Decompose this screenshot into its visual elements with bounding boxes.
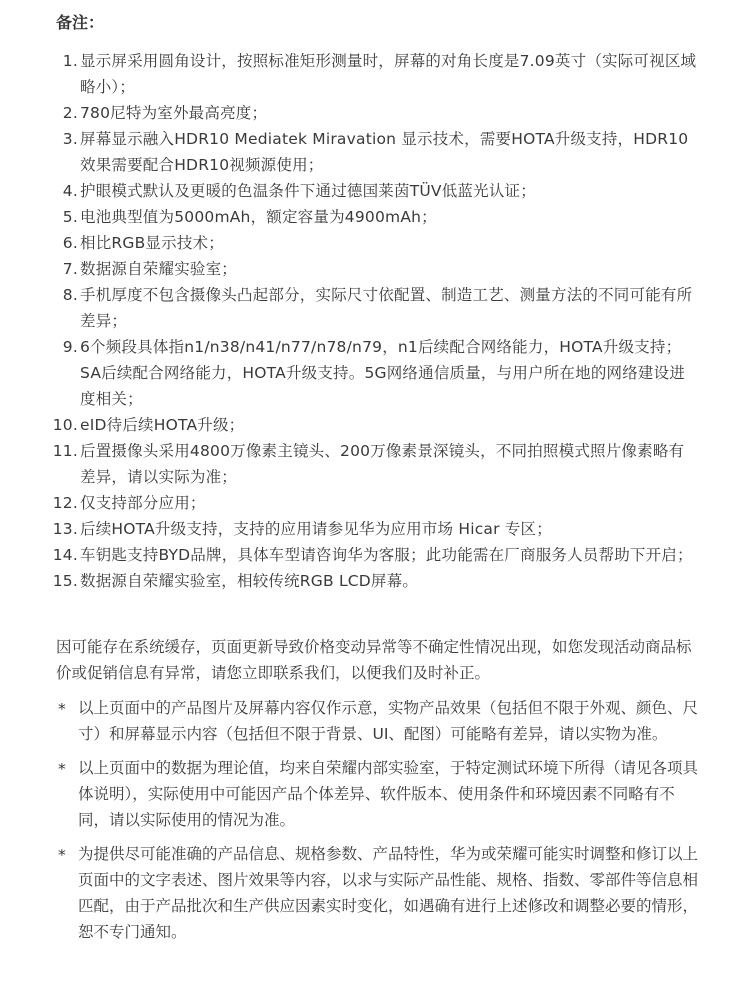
note-item [56, 100, 698, 126]
note-number: 6. [62, 234, 78, 252]
note-text: 相比RGB显示技术； [80, 234, 224, 252]
note-item [52, 542, 698, 568]
note-number: 5. [62, 208, 78, 226]
note-number: 14. [52, 546, 78, 564]
note-number: 11. [52, 442, 78, 460]
bullet-item [56, 755, 698, 833]
note-number: 8. [62, 286, 78, 304]
note-text: eID待后续HOTA升级； [80, 416, 245, 434]
notes-heading: 备注： [56, 13, 105, 32]
note-text: 车钥匙支持BYD品牌，具体车型请咨询华为客服；此功能需在厂商服务人员帮助下开启； [80, 546, 693, 564]
note-item [56, 230, 698, 256]
note-number: 3. [62, 130, 78, 148]
note-number: 7. [62, 260, 78, 278]
bullet-text: 以上页面中的数据为理论值，均来自荣耀内部实验室，于特定测试环境下所得（请见各项具体说明），实际使用中可能因产品个体差异、软件版本、使用条件和环境因素不同略有不同，请以实际使用的情况为准。 [78, 759, 699, 829]
note-text: 显示屏采用圆角设计，按照标准矩形测量时，屏幕的对角长度是7.09英寸（实际可视区域略小）； [80, 52, 697, 96]
bullet-text: 为提供尽可能准确的产品信息、规格参数、产品特性，华为或荣耀可能实时调整和修订以上页面中的文字表述、图片效果等内容，以求与实际产品性能、规格、指数、零部件等信息相匹配，由于产品批次和生产供应因素实时变化，如遇确有进行上述修改和调整必要的情形，恕不专门通知。 [78, 845, 699, 941]
note-number: 13. [52, 520, 78, 538]
note-item [52, 438, 698, 490]
note-number: 4. [62, 182, 78, 200]
note-text: 后续HOTA升级支持，支持的应用请参见华为应用市场 Hicar 专区； [80, 520, 552, 538]
note-number: 12. [52, 494, 78, 512]
note-text: 手机厚度不包含摄像头凸起部分，实际尺寸依配置、制造工艺、测量方法的不同可能有所差异； [80, 286, 693, 330]
note-item [56, 334, 698, 412]
note-number: 1. [62, 52, 78, 70]
note-item [52, 412, 698, 438]
note-item [56, 48, 698, 100]
disclaimer-bullets [56, 695, 698, 953]
note-text: 6个频段具体指n1/n38/n41/n77/n78/n79，n1后续配合网络能力，HOTA升级支持；SA后续配合网络能力，HOTA升级支持。5G网络通信质量，与用户所在地的网络建设进度相关； [80, 338, 686, 408]
asterisk-icon: * [58, 846, 66, 864]
bullet-text: 以上页面中的产品图片及屏幕内容仅作示意，实物产品效果（包括但不限于外观、颜色、尺寸）和屏幕显示内容（包括但不限于背景、UI、配图）可能略有差异，请以实物为准。 [78, 699, 699, 743]
note-number: 2. [62, 104, 78, 122]
note-number: 15. [52, 572, 78, 590]
note-item [56, 178, 698, 204]
note-item [52, 516, 698, 542]
note-item [56, 256, 698, 282]
note-item [56, 204, 698, 230]
note-text: 电池典型值为5000mAh，额定容量为4900mAh； [80, 208, 437, 226]
note-number: 9. [62, 338, 78, 356]
asterisk-icon: * [58, 760, 66, 778]
note-text: 数据源自荣耀实验室； [80, 260, 238, 278]
bullet-item [56, 695, 698, 747]
note-text: 护眼模式默认及更暖的色温条件下通过德国莱茵TÜV低蓝光认证； [80, 182, 536, 200]
note-item [52, 490, 698, 516]
cache-disclaimer: 因可能存在系统缓存，页面更新导致价格变动异常等不确定性情况出现，如您发现活动商品标价或促销信息有异常，请您立即联系我们，以便我们及时补正。 [56, 638, 692, 682]
note-item [56, 282, 698, 334]
note-text: 仅支持部分应用； [80, 494, 206, 512]
bullet-item [56, 841, 698, 945]
notes-list [52, 48, 698, 594]
note-text: 后置摄像头采用4800万像素主镜头、200万像素景深镜头，不同拍照模式照片像素略有差异，请以实际为准； [80, 442, 685, 486]
note-item [52, 568, 698, 594]
asterisk-icon: * [58, 700, 66, 718]
note-text: 数据源自荣耀实验室，相较传统RGB LCD屏幕。 [80, 572, 419, 590]
note-item [56, 126, 698, 178]
note-text: 780尼特为室外最高亮度； [80, 104, 268, 122]
note-number: 10. [52, 416, 78, 434]
note-text: 屏幕显示融入HDR10 Mediatek Miravation 显示技术，需要HOTA升级支持，HDR10效果需要配合HDR10视频源使用； [80, 130, 689, 174]
